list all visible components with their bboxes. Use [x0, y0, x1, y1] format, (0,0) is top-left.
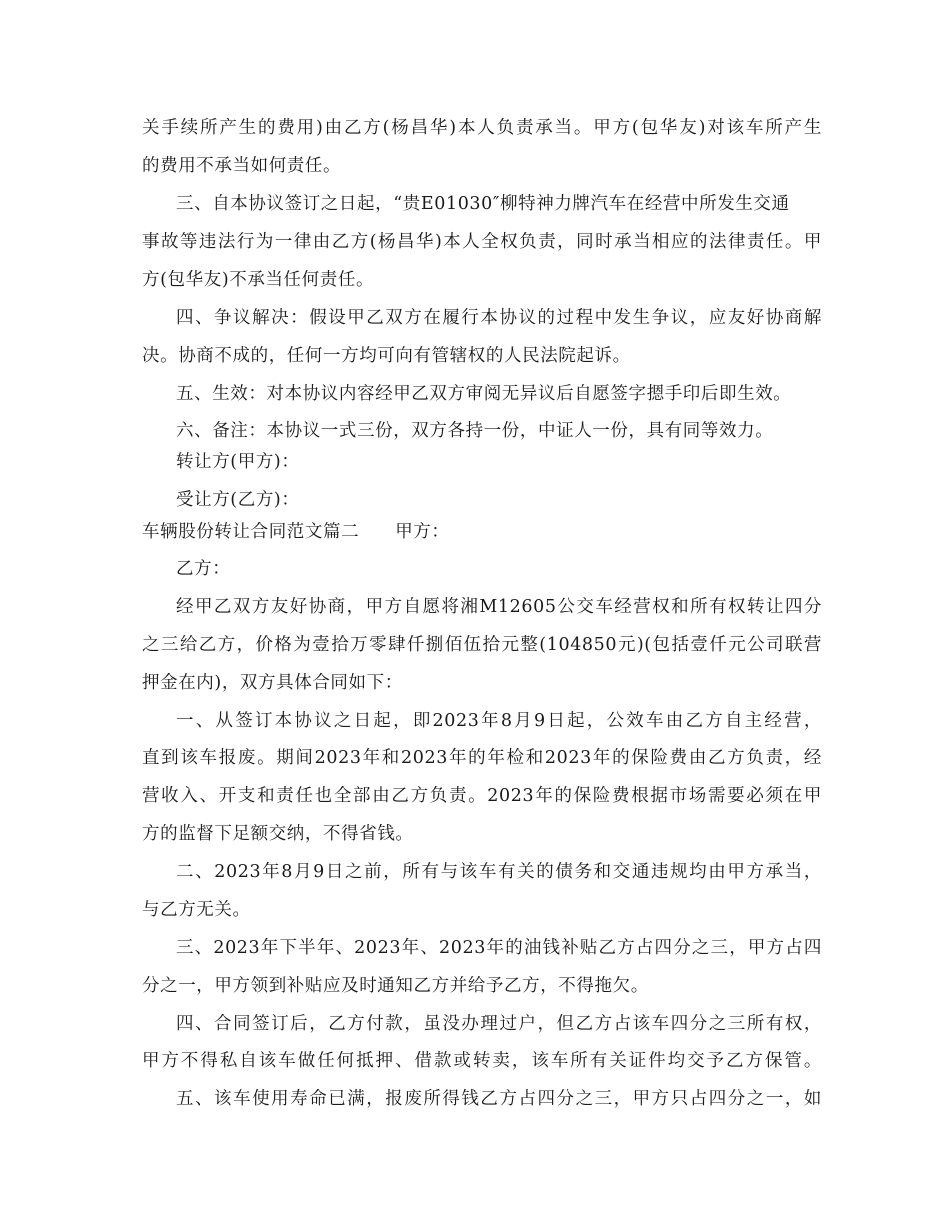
party-b-label: 乙方： [176, 559, 231, 579]
paragraph-line: 与乙方无关。 [142, 900, 251, 920]
paragraph-line: 方的监督下足额交纳，不得省钱。 [142, 824, 414, 844]
paragraph-line: 决。协商不成的，任何一方均可向有管辖权的人民法院起诉。 [142, 346, 631, 366]
section-title: 车辆股份转让合同范文篇二 [142, 522, 360, 542]
paragraph-line: 关手续所产生的费用)由乙方(杨昌华)本人负责承当。甲方(包华友)对该车所产生 [142, 118, 822, 138]
article-1-line: 一、从签订本协议之日起，即2023年8月9日起，公效车由乙方自主经营， [176, 711, 822, 731]
paragraph-line: 押金在内)，双方具体合同如下： [142, 673, 403, 693]
intro-line: 经甲乙双方友好协商，甲方自愿将湘M12605公交车经营权和所有权转让四分 [176, 597, 822, 617]
clause-3-line: 三、自本协议签订之日起，“贵E01030″柳特神力牌汽车在经营中所发生交通 [176, 194, 790, 214]
paragraph-line: 营收入、开支和责任也全部由乙方负责。2023年的保险费根据市场需要必须在甲 [142, 786, 822, 806]
clause-6-line: 六、备注：本协议一式三份，双方各持一份，中证人一份，具有同等效力。 [176, 421, 774, 441]
party-a-label: 甲方： [395, 522, 450, 542]
article-2-line: 二、2023年8月9日之前，所有与该车有关的债务和交通违规均由甲方承当， [176, 862, 822, 882]
paragraph-line: 之三给乙方，价格为壹拾万零肆仟捌佰伍拾元整(104850元)(包括壹仟元公司联营 [142, 635, 822, 655]
paragraph-line: 直到该车报废。期间2023年和2023年的年检和2023年的保险费由乙方负责，经 [142, 748, 822, 768]
paragraph-line: 事故等违法行为一律由乙方(杨昌华)本人全权负责，同时承当相应的法律责任。甲 [142, 232, 822, 252]
clause-5-line: 五、生效：对本协议内容经甲乙双方审阅无异议后自愿签字摁手印后即生效。 [176, 384, 792, 404]
section-heading-line [142, 517, 822, 547]
paragraph-line: 方(包华友)不承当任何责任。 [142, 270, 375, 290]
clause-4-line: 四、争议解决：假设甲乙双方在履行本协议的过程中发生争议，应友好协商解 [176, 308, 822, 328]
article-3-line: 三、2023年下半年、2023年、2023年的油钱补贴乙方占四分之三，甲方占四 [176, 938, 822, 958]
article-4-line: 四、合同签订后，乙方付款，虽没办理过户，但乙方占该车四分之三所有权， [176, 1014, 822, 1034]
transferee-signature-label: 受让方(乙方)： [176, 490, 300, 510]
paragraph-line: 分之一，甲方领到补贴应及时通知乙方并给予乙方，不得拖欠。 [142, 976, 649, 996]
transferor-signature-label: 转让方(甲方)： [176, 452, 300, 472]
paragraph-line: 甲方不得私自该车做任何抵押、借款或转卖，该车所有关证件均交予乙方保管。 [142, 1051, 822, 1071]
paragraph-line: 的费用不承当如何责任。 [142, 156, 342, 176]
article-5-line: 五、该车使用寿命已满，报废所得钱乙方占四分之三，甲方只占四分之一，如 [176, 1089, 822, 1109]
